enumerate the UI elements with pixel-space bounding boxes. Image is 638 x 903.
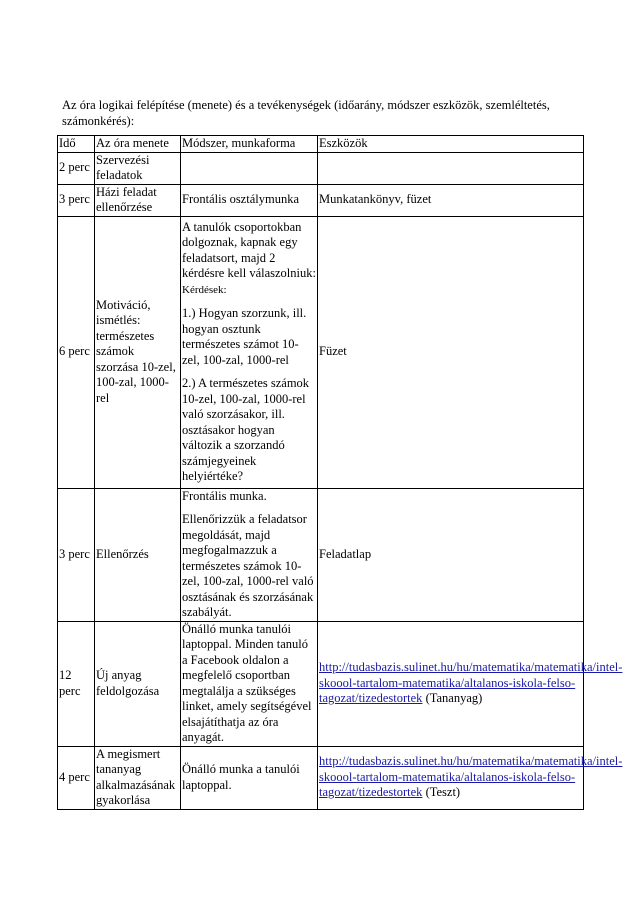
table-row [58, 621, 584, 746]
row-tools [318, 746, 623, 809]
teszt-link[interactable]: http://tudasbazis.sulinet.hu/hu/matematika/matematika/intel-skoool-tartalom-matematika/altalanos-iskola-felso-tagozat/tizedestortek [319, 754, 623, 800]
row-method: Önálló munka a tanulói laptoppal. [181, 746, 318, 809]
row-step: Szervezési feladatok [95, 152, 181, 184]
row-method: Frontális osztálymunka [181, 184, 318, 216]
table-row [58, 488, 584, 621]
row-step: Új anyag feldolgozása [95, 621, 181, 746]
method-paragraph: Frontális munka. [182, 488, 267, 503]
row-step: A megismert tananyag alkalmazásának gyakorlása [95, 746, 181, 809]
row-method [181, 216, 318, 488]
method-paragraph: 1.) Hogyan szorzunk, ill. hogyan osztunk természetes számot 10-zel, 100-zal, 1000-rel [182, 306, 307, 367]
table-row [58, 216, 584, 488]
table-row [58, 152, 584, 184]
tananyag-link[interactable]: http://tudasbazis.sulinet.hu/hu/matematika/matematika/intel-skoool-tartalom-matematika/altalanos-iskola-felso-tagozat/tizedestortek [319, 660, 623, 706]
row-step: Házi feladat ellenőrzése [95, 184, 181, 216]
row-tools: Füzet [318, 216, 584, 488]
row-method: Önálló munka tanulói laptoppal. Minden tanuló a Facebook oldalon a megfelelő csoportban megtalálja a szükséges linket, amely segítségével elsajátíthatja az óra anyagát. [181, 621, 318, 746]
header-step: Az óra menete [95, 136, 181, 153]
row-time: 6 perc [58, 216, 95, 488]
header-tools: Eszközök [318, 136, 584, 153]
row-tools [318, 152, 584, 184]
row-method [181, 152, 318, 184]
row-time: 12 perc [58, 621, 95, 746]
link-suffix: (Teszt) [425, 785, 461, 800]
row-step: Ellenőrzés [95, 488, 181, 621]
method-paragraph: A tanulók csoportokban dolgoznak, kapnak egy feladatsort, majd 2 kérdésre kell válaszolniuk: Kérdések: [182, 219, 316, 296]
method-paragraph: Ellenőrizzük a feladatsor megoldását, majd megfogalmazzuk a természetes számok 10-zel, 100-zal, 1000-rel való osztásának és szorzásának szabályát. [182, 512, 314, 619]
row-tools: Feladatlap [318, 488, 584, 621]
row-time: 4 perc [58, 746, 95, 809]
row-step: Motiváció, ismétlés: természetes számok szorzása 10-zel, 100-zal, 1000-rel [95, 216, 181, 488]
intro-text: Az óra logikai felépítése (menete) és a tevékenységek (időarány, módszer eszközök, szemléltetés, számonkérés): [62, 98, 550, 128]
link-suffix: (Tananyag) [425, 691, 483, 706]
table-row [58, 746, 584, 809]
row-tools: Munkatankönyv, füzet [318, 184, 584, 216]
row-time: 3 perc [58, 184, 95, 216]
header-method: Módszer, munkaforma [181, 136, 318, 153]
table-header-row [58, 136, 584, 153]
table-row [58, 184, 584, 216]
method-paragraph: 2.) A természetes számok 10-zel, 100-zal, 1000-rel való szorzásakor, ill. osztásakor hogyan változik a szorzandó számjegyeinek helyiértéke? [182, 376, 310, 483]
row-time: 2 perc [58, 152, 95, 184]
header-time: Idő [58, 136, 95, 153]
method-note: Kérdések: [182, 283, 227, 296]
row-method [181, 488, 318, 621]
row-tools [318, 621, 623, 746]
row-time: 3 perc [58, 488, 95, 621]
lesson-plan-table [57, 135, 623, 810]
